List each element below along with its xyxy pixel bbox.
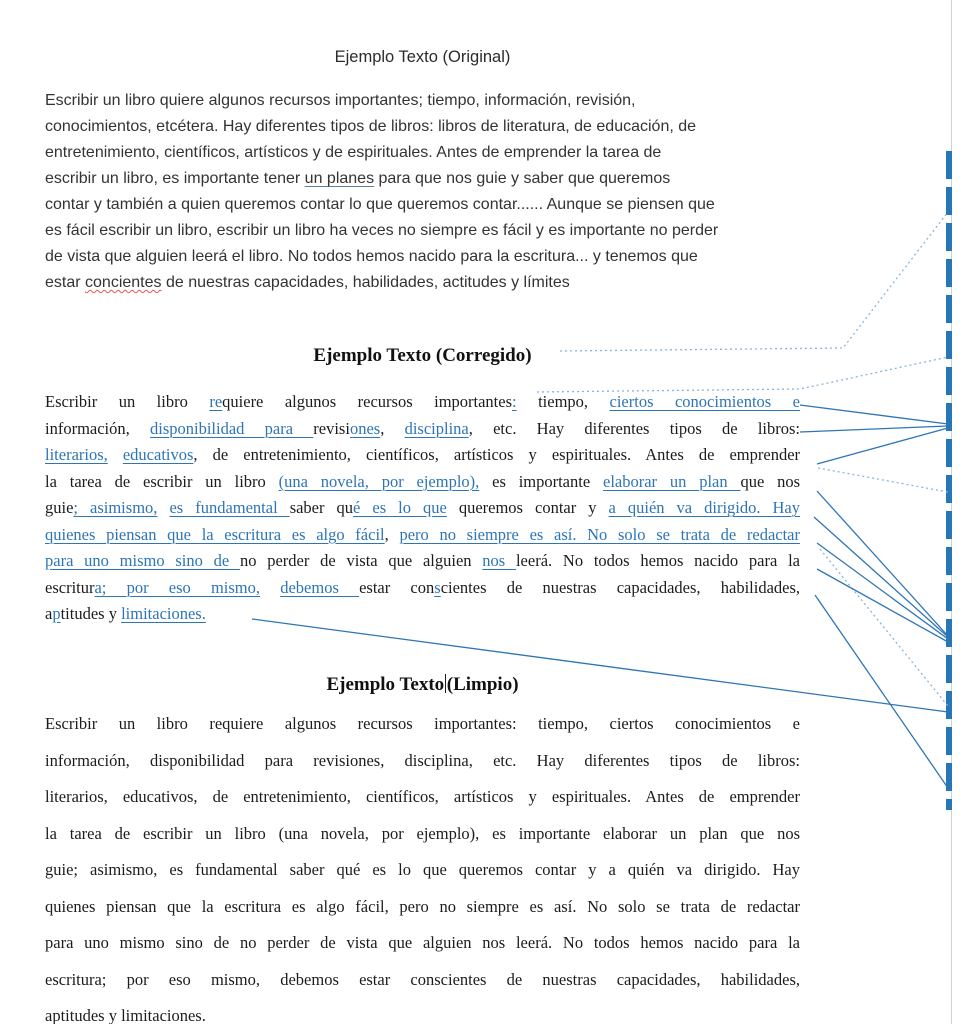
text-line[interactable] bbox=[45, 706, 800, 743]
text-line[interactable] bbox=[45, 889, 800, 926]
text-segment: quiere algunos recursos importantes bbox=[222, 392, 513, 411]
text-segment: Escribir un libro bbox=[45, 392, 210, 411]
text-line[interactable] bbox=[45, 88, 800, 114]
inserted-text: ciertos conocimientos e bbox=[609, 392, 800, 411]
text-segment: entretenimiento, científicos, artísticos y de espirituales. Antes de emprender la tarea de bbox=[45, 144, 662, 161]
text-segment: es importante bbox=[479, 471, 603, 491]
text-line[interactable] bbox=[45, 779, 800, 816]
text-segment: , de entretenimiento, científicos, artísticos y espirituales. Antes de emprender bbox=[193, 445, 801, 464]
inserted-text: é es lo que bbox=[353, 498, 447, 517]
text-line[interactable] bbox=[45, 522, 800, 549]
revision-connector-line bbox=[817, 491, 948, 636]
inserted-text: para uno mismo sino de bbox=[45, 551, 240, 570]
text-segment: , etc. Hay diferentes tipos de libros: bbox=[468, 418, 801, 438]
text-segment: la tarea de escribir un libro (una novela, por ejemplo), es importante elaborar un plan que nos bbox=[45, 823, 800, 843]
heading-original[interactable]: Ejemplo Texto (Original) bbox=[334, 48, 511, 66]
text-line[interactable] bbox=[45, 998, 800, 1024]
text-segment: titudes y bbox=[60, 604, 122, 623]
inserted-text: p bbox=[52, 604, 61, 623]
text-line[interactable] bbox=[45, 140, 800, 166]
text-segment: información, bbox=[45, 418, 150, 438]
inserted-text: s bbox=[434, 577, 441, 597]
paragraph-corrected[interactable] bbox=[45, 389, 800, 628]
text-segment: escritura; por eso mismo, debemos estar conscientes de nuestras capacidades, habilidades, bbox=[45, 969, 800, 989]
inserted-text: disponibilidad para bbox=[150, 418, 314, 438]
text-line[interactable] bbox=[45, 166, 800, 192]
revision-connector-line bbox=[252, 619, 948, 712]
text-line[interactable] bbox=[45, 816, 800, 853]
text-line[interactable] bbox=[45, 743, 800, 780]
inserted-text: literarios, bbox=[45, 445, 108, 464]
text-segment: no perder de vista que alguien bbox=[239, 551, 483, 570]
text-line[interactable] bbox=[45, 962, 800, 999]
text-line[interactable] bbox=[45, 548, 800, 575]
text-line[interactable] bbox=[45, 270, 800, 296]
text-segment: guie; asimismo, es fundamental saber qué es lo que queremos contar y a quién va dirigido. Hay bbox=[45, 860, 800, 879]
text-segment: para que nos guie y saber que queremos bbox=[374, 170, 671, 187]
text-segment: saber qu bbox=[289, 498, 354, 517]
inserted-text: ones bbox=[349, 418, 381, 438]
text-segment: tiempo, bbox=[516, 392, 610, 411]
heading-limpio-post: (Limpio) bbox=[446, 674, 519, 695]
text-line[interactable] bbox=[45, 416, 800, 443]
inserted-text: educativos bbox=[122, 445, 194, 464]
text-line[interactable] bbox=[45, 442, 800, 469]
text-line[interactable] bbox=[45, 852, 800, 889]
text-line[interactable] bbox=[45, 601, 800, 628]
text-segment: estar bbox=[45, 274, 86, 291]
text-line[interactable] bbox=[45, 192, 800, 218]
text-segment: aptitudes y limitaciones. bbox=[45, 1006, 206, 1024]
underlined-text: un planes bbox=[304, 170, 375, 187]
text-segment: la tarea de escribir un libro bbox=[45, 471, 279, 491]
paragraph-original[interactable] bbox=[45, 88, 800, 296]
revision-connector-line bbox=[800, 426, 948, 432]
text-segment: Escribir un libro requiere algunos recursos importantes: tiempo, ciertos conocimientos e bbox=[45, 714, 800, 733]
text-segment: contar y también a quien queremos contar lo que queremos contar...... Aunque se piensen que bbox=[45, 196, 715, 213]
paragraph-clean[interactable] bbox=[45, 706, 800, 1024]
inserted-text: a quién va dirigido. Hay bbox=[608, 498, 801, 517]
text-segment: , bbox=[384, 524, 400, 544]
text-line[interactable] bbox=[45, 469, 800, 496]
text-segment bbox=[108, 445, 123, 464]
text-segment: escribir un libro, es importante tener bbox=[45, 170, 305, 187]
revision-connector-line bbox=[815, 595, 948, 788]
text-segment: literarios, educativos, de entretenimiento, científicos, artísticos y espirituales. Antes de emprender bbox=[45, 787, 800, 806]
heading-limpio[interactable] bbox=[45, 674, 800, 696]
text-line[interactable] bbox=[45, 575, 800, 602]
text-segment: guie bbox=[45, 498, 74, 517]
text-line[interactable] bbox=[45, 389, 800, 416]
inserted-text: quienes piensan que la escritura es algo fácil bbox=[45, 524, 385, 544]
text-segment: es fácil escribir un libro, escribir un libro ha veces no siempre es fácil y es importante no perder bbox=[45, 222, 719, 239]
inserted-text: a; por eso mismo, bbox=[94, 577, 261, 597]
text-line[interactable] bbox=[45, 244, 800, 270]
text-segment: estar con bbox=[359, 577, 435, 597]
text-segment: quienes piensan que la escritura es algo fácil, pero no siempre es así. No solo se trata de redactar bbox=[45, 896, 800, 916]
revision-connector-line bbox=[817, 569, 948, 642]
text-segment: que nos bbox=[740, 471, 801, 491]
text-segment: de nuestras capacidades, habilidades, actitudes y límites bbox=[161, 274, 570, 291]
text-segment: de vista que alguien leerá el libro. No todos hemos nacido para la escritura... y tenemos que bbox=[45, 248, 698, 265]
text-segment: conocimientos, etcétera. Hay diferentes tipos de libros: libros de literatura, de educación, de bbox=[45, 118, 697, 135]
inserted-text: (una novela, por ejemplo), bbox=[278, 471, 480, 491]
inserted-text: debemos bbox=[280, 577, 360, 597]
text-segment: cientes de nuestras capacidades, habilidades, bbox=[440, 577, 801, 597]
text-segment bbox=[260, 578, 280, 597]
inserted-text: limitaciones. bbox=[121, 604, 206, 623]
text-segment: revisi bbox=[313, 418, 350, 438]
inserted-text: nos bbox=[482, 551, 516, 570]
revision-connector-line bbox=[820, 549, 948, 706]
text-line[interactable] bbox=[45, 114, 800, 140]
text-line[interactable] bbox=[45, 218, 800, 244]
text-segment: para uno mismo sino de no perder de vista que alguien nos leerá. No todos hemos nacido para la bbox=[45, 933, 800, 952]
text-segment: Escribir un libro quiere algunos recursos importantes; tiempo, información, revisión, bbox=[45, 92, 636, 109]
inserted-text: es fundamental bbox=[169, 498, 290, 517]
inserted-text: disciplina bbox=[404, 418, 469, 438]
revision-connector-line bbox=[800, 405, 948, 424]
inserted-text: : bbox=[512, 392, 517, 411]
inserted-text: ; asimismo, bbox=[73, 498, 158, 517]
text-segment: a bbox=[45, 604, 53, 623]
inserted-text: elaborar un plan bbox=[603, 471, 741, 491]
revision-connector-line bbox=[817, 543, 948, 639]
text-segment: escritur bbox=[45, 577, 95, 597]
inserted-text: re bbox=[209, 392, 223, 411]
heading-corregido[interactable]: Ejemplo Texto (Corregido) bbox=[313, 345, 532, 366]
text-segment: información, disponibilidad para revisiones, disciplina, etc. Hay diferentes tipos de libros: bbox=[45, 750, 800, 770]
text-segment: queremos contar y bbox=[446, 498, 609, 517]
inserted-text: pero no siempre es así. No solo se trata de redactar bbox=[399, 524, 801, 544]
revision-connector-line bbox=[818, 468, 948, 492]
text-segment bbox=[157, 498, 169, 517]
text-segment: leerá. No todos hemos nacido para la bbox=[515, 551, 800, 570]
revision-connector-line bbox=[817, 428, 948, 464]
text-line[interactable] bbox=[45, 495, 800, 522]
text-line[interactable] bbox=[45, 925, 800, 962]
text-segment: , bbox=[380, 418, 405, 438]
misspelled-word: concientes bbox=[85, 274, 162, 291]
heading-limpio-pre: Ejemplo Texto bbox=[326, 674, 445, 695]
revision-connector-line bbox=[814, 517, 948, 637]
